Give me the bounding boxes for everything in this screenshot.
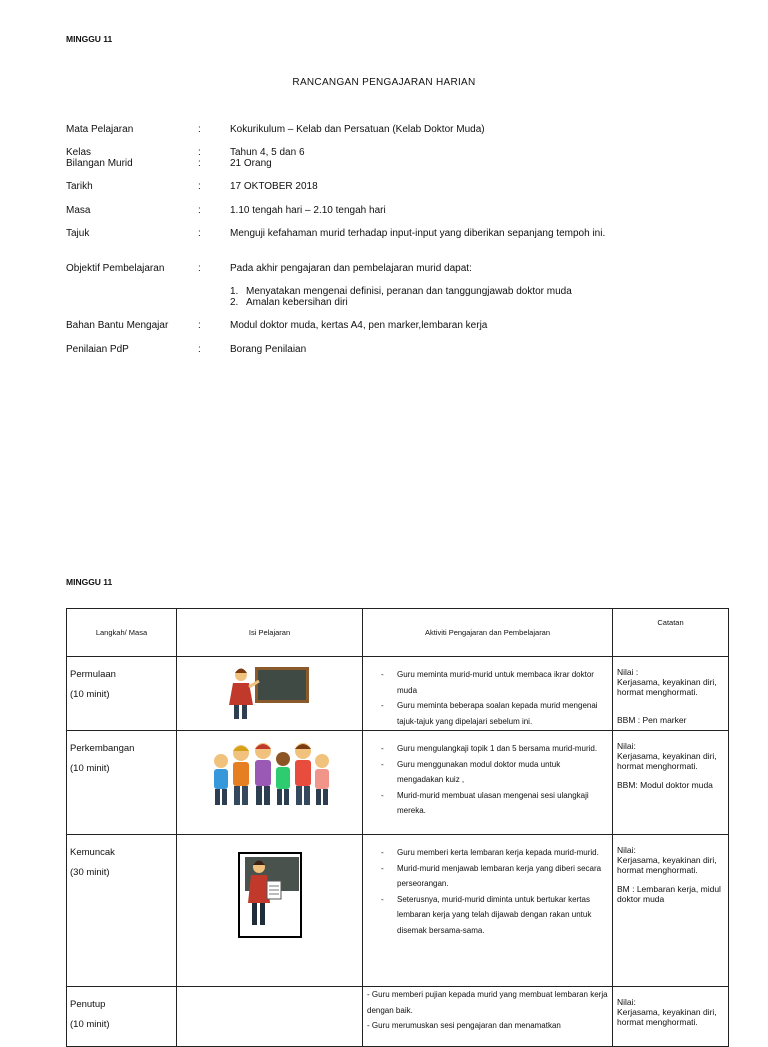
activity-item: - Seterusnya, murid-murid diminta untuk bertukar kertas lembaran kerja yang telah dijawab dengan rakan untuk disemak bersama-sama.: [373, 892, 608, 939]
activity-item: - Guru menggunakan modul doktor muda untuk mengadakan kuiz ,: [373, 757, 608, 788]
colon: :: [198, 181, 201, 192]
date-label: Tarikh: [66, 181, 93, 192]
step-name: Kemuncak: [70, 847, 115, 858]
activity-line: - Guru merumuskan sesi pengajaran dan menamatkan: [367, 1021, 561, 1030]
activity-item: - Murid-murid menjawab lembaran kerja yang diberi secara perseorangan.: [373, 861, 608, 892]
colon: :: [198, 158, 201, 169]
colon: :: [198, 263, 201, 274]
activity-item: - Guru meminta murid-murid untuk membaca ikrar doktor muda: [373, 667, 608, 698]
values-label: Nilai:: [617, 997, 636, 1007]
colon: :: [198, 124, 201, 135]
step-duration: (10 minit): [70, 1019, 110, 1030]
values-text: Kerjasama, keyakinan diri, hormat menghormati.: [617, 855, 717, 875]
step-cell: [67, 835, 177, 987]
content-cell: [177, 835, 363, 987]
table-row: [67, 657, 729, 731]
step-name: Permulaan: [70, 669, 116, 680]
materials-label: Bahan Bantu Mengajar: [66, 320, 169, 331]
values-text: Kerjasama, keyakinan diri, hormat menghormati.: [617, 751, 717, 771]
step-duration: (10 minit): [70, 763, 110, 774]
subject-value: Kokurikulum – Kelab dan Persatuan (Kelab Doktor Muda): [230, 124, 485, 135]
bbm-text: BBM : Pen marker: [617, 715, 687, 725]
notes-cell: [613, 987, 729, 1047]
activity-item: - Guru mengulangkaji topik 1 dan 5 bersama murid-murid.: [373, 741, 608, 757]
date-value: 17 OKTOBER 2018: [230, 181, 318, 192]
content-cell: [177, 657, 363, 731]
materials-value: Modul doktor muda, kertas A4, pen marker,lembaran kerja: [230, 320, 488, 331]
values-label: Nilai:: [617, 845, 636, 855]
objective-list: [230, 286, 572, 308]
table-row: [67, 835, 729, 987]
colon: :: [198, 344, 201, 355]
objective-item: 1. Menyatakan mengenai definisi, peranan dan tanggungjawab doktor muda: [230, 286, 572, 297]
teacher-worksheet-icon: [237, 851, 303, 939]
students-value: 21 Orang: [230, 158, 272, 169]
objective-item: 2. Amalan kebersihan diri: [230, 297, 348, 308]
values-label: Nilai :: [617, 667, 639, 677]
activities-cell: [363, 731, 613, 835]
assessment-value: Borang Penilaian: [230, 344, 307, 355]
table-row: [67, 731, 729, 835]
step-name: Penutup: [70, 999, 106, 1010]
notes-cell: [613, 835, 729, 987]
time-value: 1.10 tengah hari – 2.10 tengah hari: [230, 205, 386, 216]
objective-intro: Pada akhir pengajaran dan pembelajaran murid dapat:: [230, 263, 472, 274]
content-cell: [177, 987, 363, 1047]
page-title: RANCANGAN PENGAJARAN HARIAN: [292, 77, 476, 88]
teacher-blackboard-icon: [229, 665, 311, 723]
activity-line: - Guru memberi pujian kepada murid yang membuat lembaran kerja dengan baik.: [367, 990, 608, 1015]
table-header-row: [67, 609, 729, 657]
column-header-activities: Aktiviti Pengajaran dan Pembelajaran: [363, 609, 613, 657]
children-group-icon: [205, 739, 335, 811]
assessment-label: Penilaian PdP: [66, 344, 129, 355]
activities-cell: [363, 835, 613, 987]
topic-label: Tajuk: [66, 228, 90, 239]
colon: :: [198, 147, 201, 158]
time-label: Masa: [66, 205, 91, 216]
week-label-bottom: MINGGU 11: [66, 577, 113, 587]
topic-value: Menguji kefahaman murid terhadap input-input yang diberikan sepanjang tempoh ini.: [230, 228, 606, 239]
activities-cell: [363, 657, 613, 731]
week-label-top: MINGGU 11: [66, 34, 113, 44]
notes-cell: [613, 731, 729, 835]
values-text: Kerjasama, keyakinan diri, hormat menghormati.: [617, 1007, 717, 1027]
values-label: Nilai:: [617, 741, 636, 751]
table-row: [67, 987, 729, 1047]
lesson-plan-table: [66, 608, 729, 1047]
column-header-notes: Catatan: [613, 609, 729, 657]
step-name: Perkembangan: [70, 743, 135, 754]
activity-item: - Guru memberi kerta lembaran kerja kepada murid-murid.: [373, 845, 608, 861]
column-header-content: Isi Pelajaran: [177, 609, 363, 657]
values-text: Kerjasama, keyakinan diri, hormat menghormati.: [617, 677, 717, 697]
step-cell: [67, 731, 177, 835]
class-label: Kelas: [66, 147, 92, 158]
colon: :: [198, 205, 201, 216]
activity-item: - Guru meminta beberapa soalan kepada murid mengenai tajuk-tajuk yang dipelajari sebelum ini.: [373, 698, 608, 729]
colon: :: [198, 228, 201, 239]
objective-label: Objektif Pembelajaran: [66, 263, 165, 274]
step-duration: (30 minit): [70, 867, 110, 878]
subject-label: Mata Pelajaran: [66, 124, 134, 135]
students-label: Bilangan Murid: [66, 158, 133, 169]
step-duration: (10 minit): [70, 689, 110, 700]
class-value: Tahun 4, 5 dan 6: [230, 147, 305, 158]
bbm-text: BM : Lembaran kerja, midul doktor muda: [617, 884, 721, 904]
step-cell: [67, 987, 177, 1047]
activities-cell: [363, 987, 613, 1047]
activity-item: - Murid-murid membuat ulasan mengenai sesi ulangkaji mereka.: [373, 788, 608, 819]
content-cell: [177, 731, 363, 835]
colon: :: [198, 320, 201, 331]
column-header-step: Langkah/ Masa: [67, 609, 177, 657]
notes-cell: [613, 657, 729, 731]
bbm-text: BBM: Modul doktor muda: [617, 780, 713, 790]
step-cell: [67, 657, 177, 731]
